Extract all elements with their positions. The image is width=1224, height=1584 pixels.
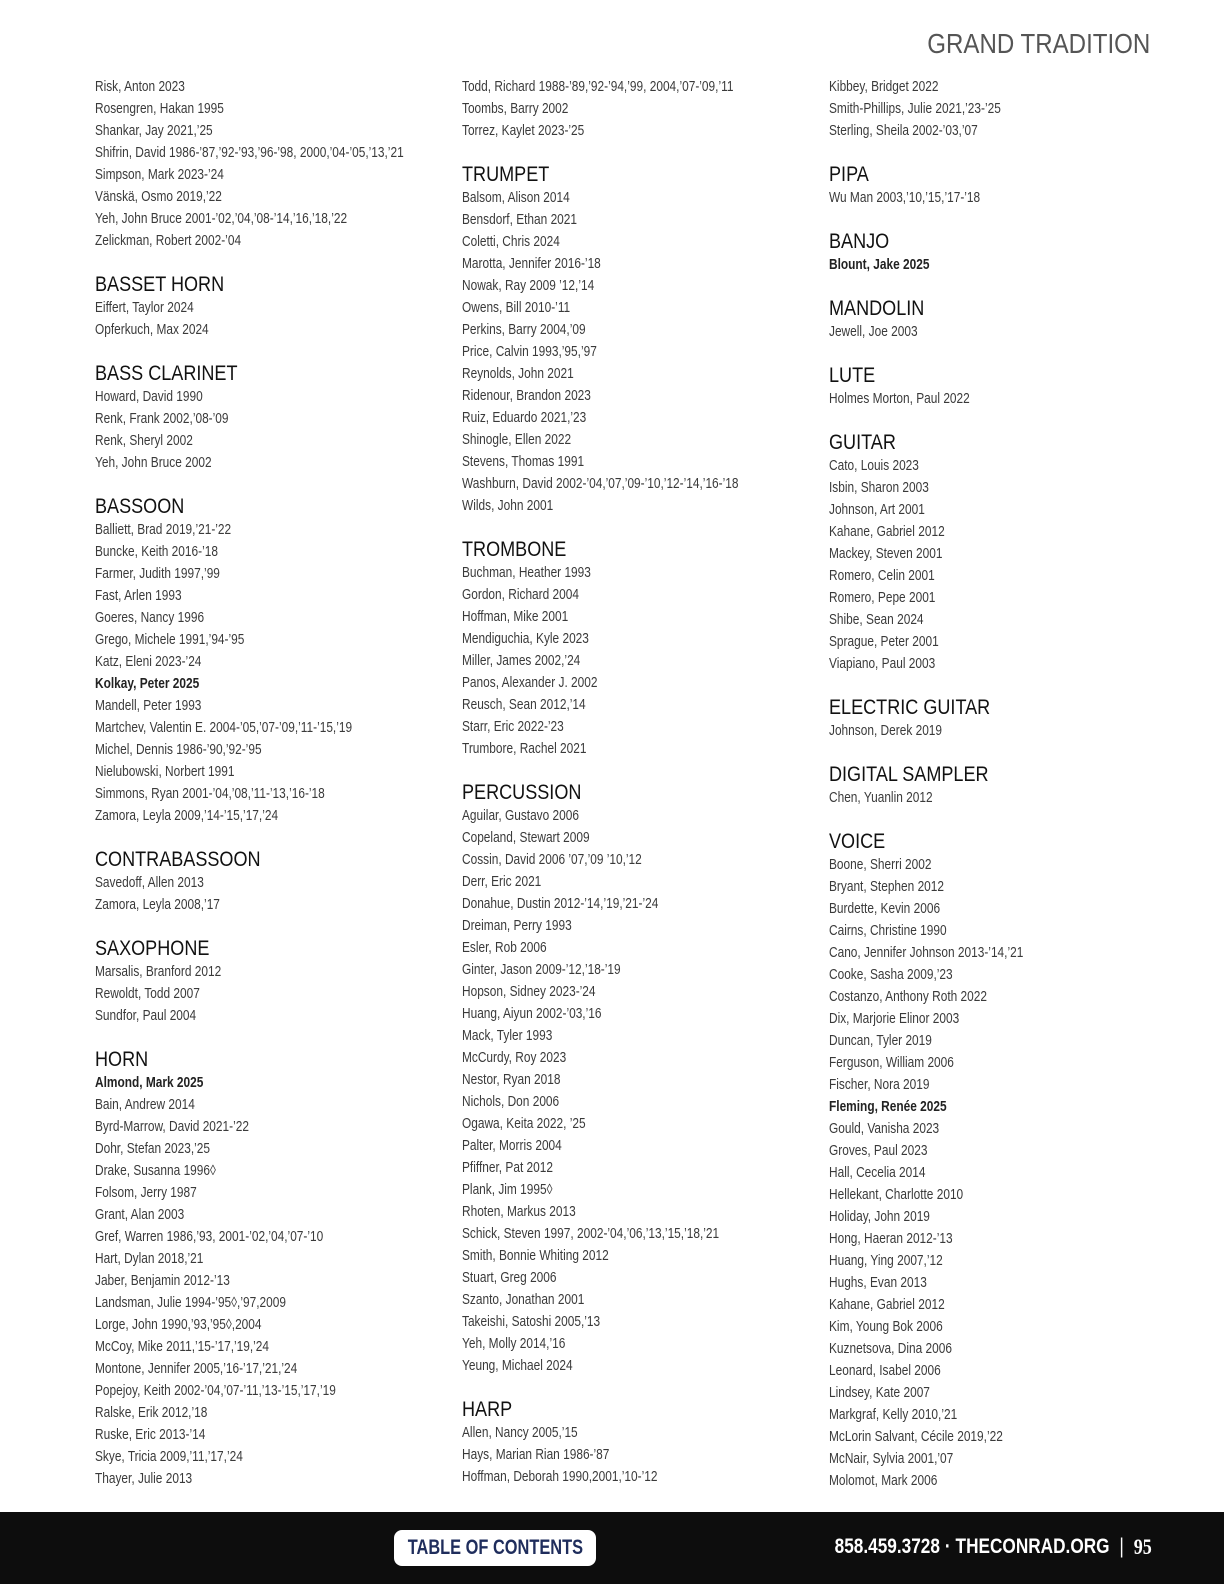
musician-entry: Fischer, Nora 2019 — [829, 1077, 930, 1093]
column-3 — [829, 76, 1169, 1513]
musician-entry: Sterling, Sheila 2002-’03,’07 — [829, 123, 978, 139]
musician-entry: Yeh, John Bruce 2002 — [95, 455, 212, 471]
section-heading: ELECTRIC GUITAR — [829, 696, 991, 719]
musician-entry: Smith, Bonnie Whiting 2012 — [462, 1248, 609, 1264]
instrument-section — [462, 781, 802, 1377]
musician-entry: Reynolds, John 2021 — [462, 366, 574, 382]
musician-entry: Lorge, John 1990,’93,’95◊,2004 — [95, 1317, 262, 1333]
musician-entry: McNair, Sylvia 2001,’07 — [829, 1451, 954, 1467]
musician-entry: Dreiman, Perry 1993 — [462, 918, 572, 934]
section-heading: SAXOPHONE — [95, 937, 210, 960]
musician-entry: Mendiguchia, Kyle 2023 — [462, 631, 589, 647]
musician-entry: Bain, Andrew 2014 — [95, 1097, 195, 1113]
instrument-section — [829, 364, 1169, 410]
section-heading: CONTRABASSOON — [95, 848, 261, 871]
section-heading: GUITAR — [829, 431, 896, 454]
musician-entry: Mandell, Peter 1993 — [95, 698, 202, 714]
musician-entry: Byrd-Marrow, David 2021-’22 — [95, 1119, 249, 1135]
musician-entry: Fleming, Renée 2025 — [829, 1099, 947, 1115]
musician-entry: Markgraf, Kelly 2010,’21 — [829, 1407, 958, 1423]
musician-entry: Ridenour, Brandon 2023 — [462, 388, 591, 404]
instrument-section — [462, 163, 802, 517]
musician-entry: McCurdy, Roy 2023 — [462, 1050, 567, 1066]
musician-entry: Toombs, Barry 2002 — [462, 101, 569, 117]
musician-entry: Ruske, Eric 2013-’14 — [95, 1427, 206, 1443]
instrument-section — [95, 848, 435, 916]
musician-entry: Dix, Marjorie Elinor 2003 — [829, 1011, 960, 1027]
musician-entry: Stevens, Thomas 1991 — [462, 454, 585, 470]
musician-entry: Panos, Alexander J. 2002 — [462, 675, 598, 691]
musician-entry: Chen, Yuanlin 2012 — [829, 790, 933, 806]
musician-entry: Simpson, Mark 2023-’24 — [95, 167, 224, 183]
musician-entry: Cooke, Sasha 2009,’23 — [829, 967, 953, 983]
musician-entry: Johnson, Derek 2019 — [829, 723, 943, 739]
musician-entry: Cossin, David 2006 ’07,’09 ’10,’12 — [462, 852, 642, 868]
musician-entry: Miller, James 2002,’24 — [462, 653, 581, 669]
musician-entry: Lindsey, Kate 2007 — [829, 1385, 930, 1401]
musician-entry: Howard, David 1990 — [95, 389, 203, 405]
musician-entry: Simmons, Ryan 2001-’04,’08,’11-’13,’16-’18 — [95, 786, 325, 802]
musician-entry: Washburn, David 2002-’04,’07,’09-’10,’12-’14,’16-’18 — [462, 476, 739, 492]
musician-entry: Plank, Jim 1995◊ — [462, 1182, 553, 1198]
musician-entry: Yeung, Michael 2024 — [462, 1358, 573, 1374]
musician-entry: Ferguson, William 2006 — [829, 1055, 954, 1071]
musician-entry: Viapiano, Paul 2003 — [829, 656, 936, 672]
musician-entry: Esler, Rob 2006 — [462, 940, 547, 956]
musician-entry: Gordon, Richard 2004 — [462, 587, 579, 603]
musician-entry: McLorin Salvant, Cécile 2019,’22 — [829, 1429, 1003, 1445]
musician-entry: Starr, Eric 2022-’23 — [462, 719, 564, 735]
musician-entry: Jewell, Joe 2003 — [829, 324, 918, 340]
instrument-section — [462, 1398, 802, 1488]
musician-entry: Perkins, Barry 2004,’09 — [462, 322, 586, 338]
musician-entry: Jaber, Benjamin 2012-’13 — [95, 1273, 230, 1289]
footer-bar — [0, 1512, 1224, 1584]
musician-entry: Thayer, Julie 2013 — [95, 1471, 193, 1487]
musician-entry: Allen, Nancy 2005,’15 — [462, 1425, 578, 1441]
instrument-section — [95, 495, 435, 827]
musician-entry: Eiffert, Taylor 2024 — [95, 300, 194, 316]
instrument-section — [462, 76, 802, 142]
musician-entry: Zamora, Leyla 2008,’17 — [95, 897, 220, 913]
section-heading: DIGITAL SAMPLER — [829, 763, 989, 786]
musician-entry: Mack, Tyler 1993 — [462, 1028, 553, 1044]
section-heading: BASSOON — [95, 495, 185, 518]
musician-entry: Nowak, Ray 2009 ’12,’14 — [462, 278, 595, 294]
musician-entry: Leonard, Isabel 2006 — [829, 1363, 941, 1379]
instrument-section — [95, 362, 435, 474]
musician-entry: Boone, Sherri 2002 — [829, 857, 932, 873]
musician-entry: Mackey, Steven 2001 — [829, 546, 943, 562]
musician-entry: Balsom, Alison 2014 — [462, 190, 570, 206]
section-heading: HORN — [95, 1048, 149, 1071]
musician-entry: Dohr, Stefan 2023,’25 — [95, 1141, 211, 1157]
musician-entry: Sundfor, Paul 2004 — [95, 1008, 197, 1024]
musician-entry: Shibe, Sean 2024 — [829, 612, 924, 628]
musician-entry: Popejoy, Keith 2002-’04,’07-’11,’13-’15,’17,’19 — [95, 1383, 336, 1399]
musician-entry: Hart, Dylan 2018,’21 — [95, 1251, 204, 1267]
musician-entry: Aguilar, Gustavo 2006 — [462, 808, 580, 824]
musician-entry: Kim, Young Bok 2006 — [829, 1319, 943, 1335]
musician-entry: Shankar, Jay 2021,’25 — [95, 123, 213, 139]
musician-entry: Cairns, Christine 1990 — [829, 923, 947, 939]
musician-entry: Sprague, Peter 2001 — [829, 634, 939, 650]
musician-entry: Derr, Eric 2021 — [462, 874, 542, 890]
musician-entry: Costanzo, Anthony Roth 2022 — [829, 989, 987, 1005]
musician-entry: Bensdorf, Ethan 2021 — [462, 212, 578, 228]
page-number: 95 — [1133, 1534, 1152, 1559]
musician-entry: Kahane, Gabriel 2012 — [829, 1297, 945, 1313]
musician-entry: Gref, Warren 1986,’93, 2001-’02,’04,’07-’10 — [95, 1229, 324, 1245]
musician-entry: Hellekant, Charlotte 2010 — [829, 1187, 964, 1203]
section-heading: PIPA — [829, 163, 869, 186]
musician-entry: Hoffman, Mike 2001 — [462, 609, 569, 625]
musician-entry: Stuart, Greg 2006 — [462, 1270, 557, 1286]
section-heading: BASSET HORN — [95, 273, 225, 296]
musician-entry: Isbin, Sharon 2003 — [829, 480, 929, 496]
footer-website-link[interactable]: THECONRAD.ORG — [955, 1535, 1110, 1558]
roster-columns — [95, 76, 1155, 1496]
musician-entry: Wilds, John 2001 — [462, 498, 554, 514]
table-of-contents-button[interactable] — [394, 1530, 596, 1566]
instrument-section — [829, 830, 1169, 1492]
musician-entry: Martchev, Valentin E. 2004-’05,’07-’09,’11-’15,’19 — [95, 720, 353, 736]
musician-entry: Wu Man 2003,’10,’15,’17-’18 — [829, 190, 981, 206]
musician-entry: Ogawa, Keita 2022, ’25 — [462, 1116, 586, 1132]
musician-entry: Hughs, Evan 2013 — [829, 1275, 927, 1291]
musician-entry: Takeishi, Satoshi 2005,’13 — [462, 1314, 601, 1330]
musician-entry: Goeres, Nancy 1996 — [95, 610, 205, 626]
instrument-section — [829, 163, 1169, 209]
musician-entry: Almond, Mark 2025 — [95, 1075, 204, 1091]
musician-entry: Balliett, Brad 2019,’21-’22 — [95, 522, 232, 538]
musician-entry: Hopson, Sidney 2023-’24 — [462, 984, 596, 1000]
musician-entry: Michel, Dennis 1986-’90,’92-’95 — [95, 742, 262, 758]
section-heading: HARP — [462, 1398, 513, 1421]
musician-entry: Copeland, Stewart 2009 — [462, 830, 590, 846]
musician-entry: Hall, Cecelia 2014 — [829, 1165, 926, 1181]
instrument-section — [829, 297, 1169, 343]
musician-entry: Owens, Bill 2010-’11 — [462, 300, 571, 316]
instrument-section — [95, 76, 435, 252]
musician-entry: Cato, Louis 2023 — [829, 458, 919, 474]
musician-entry: Rhoten, Markus 2013 — [462, 1204, 576, 1220]
musician-entry: Vänskä, Osmo 2019,’22 — [95, 189, 222, 205]
section-heading: LUTE — [829, 364, 876, 387]
musician-entry: Marsalis, Branford 2012 — [95, 964, 222, 980]
musician-entry: Price, Calvin 1993,’95,’97 — [462, 344, 597, 360]
musician-entry: Nichols, Don 2006 — [462, 1094, 560, 1110]
musician-entry: Romero, Celin 2001 — [829, 568, 935, 584]
instrument-section — [95, 273, 435, 341]
musician-entry: Hong, Haeran 2012-’13 — [829, 1231, 953, 1247]
musician-entry: Reusch, Sean 2012,’14 — [462, 697, 586, 713]
musician-entry: Burdette, Kevin 2006 — [829, 901, 941, 917]
section-heading: VOICE — [829, 830, 886, 853]
musician-entry: Kolkay, Peter 2025 — [95, 676, 200, 692]
instrument-section — [462, 538, 802, 760]
musician-entry: Yeh, Molly 2014,’16 — [462, 1336, 566, 1352]
musician-entry: Duncan, Tyler 2019 — [829, 1033, 932, 1049]
musician-entry: Shinogle, Ellen 2022 — [462, 432, 572, 448]
musician-entry: Smith-Phillips, Julie 2021,’23-’25 — [829, 101, 1001, 117]
musician-entry: Grego, Michele 1991,’94-’95 — [95, 632, 245, 648]
musician-entry: Montone, Jennifer 2005,’16-’17,’21,’24 — [95, 1361, 298, 1377]
musician-entry: Risk, Anton 2023 — [95, 79, 185, 95]
musician-entry: Renk, Sheryl 2002 — [95, 433, 193, 449]
musician-entry: Molomot, Mark 2006 — [829, 1473, 938, 1489]
section-heading: BASS CLARINET — [95, 362, 238, 385]
musician-entry: Katz, Eleni 2023-’24 — [95, 654, 202, 670]
section-heading: BANJO — [829, 230, 890, 253]
section-heading: MANDOLIN — [829, 297, 925, 320]
musician-entry: Shifrin, David 1986-’87,’92-’93,’96-’98, 2000,’04-’05,’13,’21 — [95, 145, 404, 161]
musician-entry: Ralske, Erik 2012,’18 — [95, 1405, 208, 1421]
column-1 — [95, 76, 435, 1511]
musician-entry: Renk, Frank 2002,’08-’09 — [95, 411, 229, 427]
musician-entry: Blount, Jake 2025 — [829, 257, 930, 273]
musician-entry: Kahane, Gabriel 2012 — [829, 524, 945, 540]
musician-entry: Farmer, Judith 1997,’99 — [95, 566, 220, 582]
musician-entry: Romero, Pepe 2001 — [829, 590, 936, 606]
musician-entry: Groves, Paul 2023 — [829, 1143, 928, 1159]
musician-entry: Ruiz, Eduardo 2021,’23 — [462, 410, 587, 426]
musician-entry: Cano, Jennifer Johnson 2013-’14,’21 — [829, 945, 1024, 961]
musician-entry: Landsman, Julie 1994-’95◊,’97,2009 — [95, 1295, 286, 1311]
musician-entry: Yeh, John Bruce 2001-’02,’04,’08-’14,’16,’18,’22 — [95, 211, 348, 227]
musician-entry: Nestor, Ryan 2018 — [462, 1072, 561, 1088]
page-header-title: GRAND TRADITION — [927, 28, 1150, 59]
musician-entry: Savedoff, Allen 2013 — [95, 875, 204, 891]
instrument-section — [95, 937, 435, 1027]
musician-entry: Ginter, Jason 2009-’12,’18-’19 — [462, 962, 621, 978]
musician-entry: Zamora, Leyla 2009,’14-’15,’17,’24 — [95, 808, 279, 824]
musician-entry: Johnson, Art 2001 — [829, 502, 925, 518]
table-of-contents-label: TABLE OF CONTENTS — [407, 1536, 583, 1559]
musician-entry: Buncke, Keith 2016-’18 — [95, 544, 218, 560]
musician-entry: Huang, Aiyun 2002-’03,’16 — [462, 1006, 602, 1022]
instrument-section — [95, 1048, 435, 1490]
musician-entry: Holmes Morton, Paul 2022 — [829, 391, 970, 407]
musician-entry: Kibbey, Bridget 2022 — [829, 79, 939, 95]
musician-entry: Todd, Richard 1988-’89,’92-’94,’99, 2004,’07-’09,’11 — [462, 79, 734, 95]
section-heading: TROMBONE — [462, 538, 567, 561]
musician-entry: Hoffman, Deborah 1990,2001,’10-’12 — [462, 1469, 658, 1485]
musician-entry: Schick, Steven 1997, 2002-’04,’06,’13,’15,’18,’21 — [462, 1226, 720, 1242]
footer-phone: 858.459.3728 — [834, 1535, 941, 1558]
musician-entry: McCoy, Mike 2011,’15-’17,’19,’24 — [95, 1339, 270, 1355]
musician-entry: Szanto, Jonathan 2001 — [462, 1292, 585, 1308]
musician-entry: Grant, Alan 2003 — [95, 1207, 185, 1223]
instrument-section — [829, 431, 1169, 675]
musician-entry: Opferkuch, Max 2024 — [95, 322, 209, 338]
musician-entry: Fast, Arlen 1993 — [95, 588, 182, 604]
section-heading: TRUMPET — [462, 163, 550, 186]
musician-entry: Folsom, Jerry 1987 — [95, 1185, 197, 1201]
instrument-section — [829, 696, 1169, 742]
column-2 — [462, 76, 802, 1509]
musician-entry: Buchman, Heather 1993 — [462, 565, 591, 581]
musician-entry: Rosengren, Hakan 1995 — [95, 101, 224, 117]
musician-entry: Coletti, Chris 2024 — [462, 234, 560, 250]
musician-entry: Zelickman, Robert 2002-’04 — [95, 233, 242, 249]
musician-entry: Pfiffner, Pat 2012 — [462, 1160, 554, 1176]
instrument-section — [829, 230, 1169, 276]
musician-entry: Marotta, Jennifer 2016-’18 — [462, 256, 601, 272]
musician-entry: Bryant, Stephen 2012 — [829, 879, 945, 895]
musician-entry: Donahue, Dustin 2012-’14,’19,’21-’24 — [462, 896, 659, 912]
instrument-section — [829, 76, 1169, 142]
musician-entry: Huang, Ying 2007,’12 — [829, 1253, 943, 1269]
footer-separator: | — [1119, 1535, 1125, 1558]
instrument-section — [829, 763, 1169, 809]
footer-dot: · — [945, 1535, 951, 1558]
musician-entry: Rewoldt, Todd 2007 — [95, 986, 200, 1002]
musician-entry: Palter, Morris 2004 — [462, 1138, 562, 1154]
musician-entry: Torrez, Kaylet 2023-’25 — [462, 123, 585, 139]
musician-entry: Nielubowski, Norbert 1991 — [95, 764, 235, 780]
footer-contact — [835, 1534, 1152, 1560]
musician-entry: Hays, Marian Rian 1986-’87 — [462, 1447, 610, 1463]
musician-entry: Skye, Tricia 2009,’11,’17,’24 — [95, 1449, 243, 1465]
musician-entry: Gould, Vanisha 2023 — [829, 1121, 940, 1137]
section-heading: PERCUSSION — [462, 781, 582, 804]
musician-entry: Holiday, John 2019 — [829, 1209, 930, 1225]
musician-entry: Trumbore, Rachel 2021 — [462, 741, 587, 757]
musician-entry: Kuznetsova, Dina 2006 — [829, 1341, 952, 1357]
musician-entry: Drake, Susanna 1996◊ — [95, 1163, 216, 1179]
